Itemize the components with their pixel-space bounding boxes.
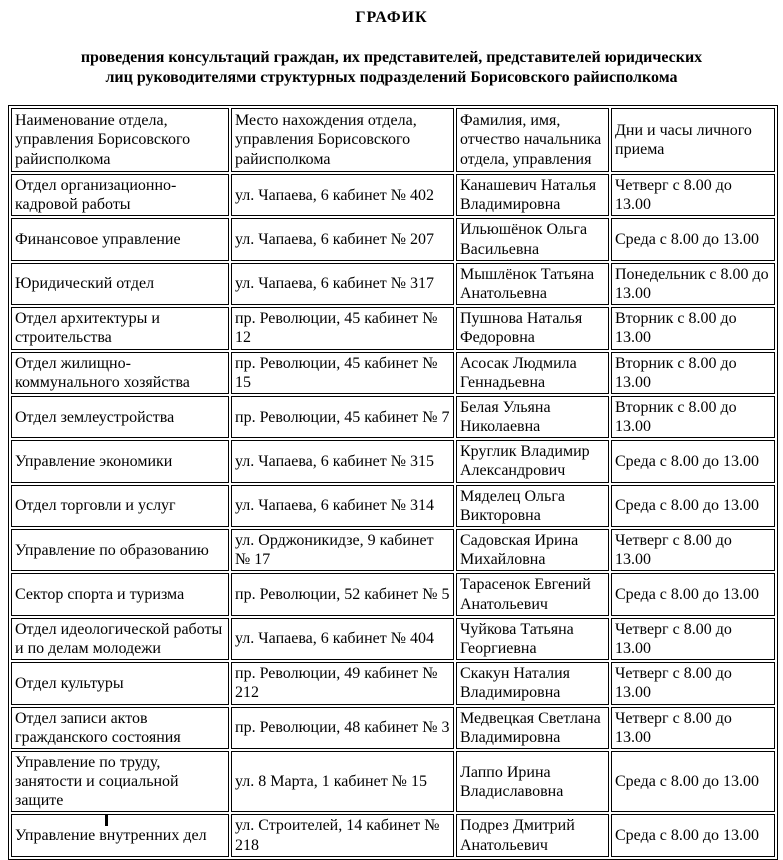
cell-head-name: Садовская Ирина Михайловна [456,529,609,571]
cell-department-name: Отдел жилищно-коммунального хозяйства [11,352,229,394]
text-cursor [105,815,108,826]
cell-reception-hours: Четверг с 8.00 до 13.00 [611,662,775,704]
cell-head-name: Подрез Дмитрий Анатольевич [456,814,609,856]
table-row [11,814,775,856]
cell-head-name: Лаппо Ирина Владиславовна [456,751,609,813]
subtitle-line-2: лиц руководителями структурных подразделений Борисовского райисполкома [105,68,678,86]
cell-location: ул. Чапаева, 6 кабинет № 402 [231,174,454,216]
cell-head-name: Пушнова Наталья Федоровна [456,307,609,349]
cell-reception-hours: Понедельник с 8.00 до 13.00 [611,263,775,305]
table-row [11,174,775,216]
table-row [11,529,775,571]
cell-head-name: Медвецкая Светлана Владимировна [456,707,609,749]
table-header [11,108,775,172]
document-subtitle [42,48,742,87]
table-row [11,751,775,813]
cell-location: пр. Революции, 48 кабинет № 3 [231,707,454,749]
cell-location: пр. Революции, 49 кабинет № 212 [231,662,454,704]
cell-location: пр. Революции, 45 кабинет № 15 [231,352,454,394]
table-row [11,218,775,260]
cell-location: ул. Чапаева, 6 кабинет № 404 [231,618,454,660]
cell-department-name: Управление экономики [11,440,229,482]
cell-reception-hours: Четверг с 8.00 до 13.00 [611,707,775,749]
cell-location: ул. Чапаева, 6 кабинет № 317 [231,263,454,305]
cell-head-name: Мышлёнок Татьяна Анатольевна [456,263,609,305]
cell-head-name: Канашевич Наталья Владимировна [456,174,609,216]
table-header-row [11,108,775,172]
cell-department-name: Финансовое управление [11,218,229,260]
cell-reception-hours: Вторник с 8.00 до 13.00 [611,352,775,394]
table-row [11,618,775,660]
cell-head-name: Ильюшёнок Ольга Васильевна [456,218,609,260]
cell-reception-hours: Четверг с 8.00 до 13.00 [611,174,775,216]
cell-location: пр. Революции, 52 кабинет № 5 [231,573,454,615]
cell-location: ул. Орджоникидзе, 9 кабинет № 17 [231,529,454,571]
cell-department-name: Управление по труду, занятости и социальной защите [11,751,229,813]
cell-department-name: Управление внутренних дел [11,814,229,856]
cell-reception-hours: Вторник с 8.00 до 13.00 [611,307,775,349]
cell-department-name: Отдел культуры [11,662,229,704]
header-cell-location: Место нахождения отдела, управления Борисовского райисполкома [231,108,454,172]
cell-location: ул. Чапаева, 6 кабинет № 314 [231,485,454,527]
header-cell-department-name: Наименование отдела, управления Борисовского райисполкома [11,108,229,172]
table-row [11,396,775,438]
cell-department-name: Отдел организационно-кадровой работы [11,174,229,216]
cell-reception-hours: Среда с 8.00 до 13.00 [611,573,775,615]
cell-location: ул. 8 Марта, 1 кабинет № 15 [231,751,454,813]
cell-head-name: Асосак Людмила Геннадьевна [456,352,609,394]
cell-head-name: Белая Ульяна Николаевна [456,396,609,438]
cell-department-name: Отдел записи актов гражданского состояния [11,707,229,749]
cell-reception-hours: Четверг с 8.00 до 13.00 [611,618,775,660]
cell-location: ул. Чапаева, 6 кабинет № 315 [231,440,454,482]
table-row [11,573,775,615]
subtitle-line-1: проведения консультаций граждан, их представителей, представителей юридических [80,49,703,66]
document-page [0,9,783,860]
cell-head-name: Круглик Владимир Александрович [456,440,609,482]
table-row [11,485,775,527]
table-row [11,263,775,305]
cell-reception-hours: Четверг с 8.00 до 13.00 [611,529,775,571]
cell-reception-hours: Среда с 8.00 до 13.00 [611,485,775,527]
cell-location: ул. Строителей, 14 кабинет № 218 [231,814,454,856]
cell-department-name: Управление по образованию [11,529,229,571]
cell-reception-hours: Среда с 8.00 до 13.00 [611,440,775,482]
cell-head-name: Чуйкова Татьяна Георгиевна [456,618,609,660]
cell-reception-hours: Вторник с 8.00 до 13.00 [611,396,775,438]
cell-department-name: Отдел архитектуры и строительства [11,307,229,349]
cell-department-name: Юридический отдел [11,263,229,305]
cell-location: ул. Чапаева, 6 кабинет № 207 [231,218,454,260]
cell-location: пр. Революции, 45 кабинет № 7 [231,396,454,438]
cell-reception-hours: Среда с 8.00 до 13.00 [611,751,775,813]
table-row [11,307,775,349]
cell-department-name: Отдел торговли и услуг [11,485,229,527]
cell-location: пр. Революции, 45 кабинет № 12 [231,307,454,349]
cell-head-name: Тарасенок Евгений Анатольевич [456,573,609,615]
table-row [11,352,775,394]
table-row [11,662,775,704]
document-title: ГРАФИК [355,9,428,26]
table-row [11,707,775,749]
header-cell-reception-hours: Дни и часы личного приема [611,108,775,172]
schedule-table [8,105,778,860]
cell-department-name: Сектор спорта и туризма [11,573,229,615]
cell-head-name: Скакун Наталия Владимировна [456,662,609,704]
cell-reception-hours: Среда с 8.00 до 13.00 [611,218,775,260]
table-body [11,174,775,857]
header-cell-head-name: Фамилия, имя, отчество начальника отдела, управления [456,108,609,172]
cell-head-name: Мяделец Ольга Викторовна [456,485,609,527]
cell-department-name: Отдел идеологической работы и по делам молодежи [11,618,229,660]
cell-reception-hours: Среда с 8.00 до 13.00 [611,814,775,856]
cell-department-name: Отдел землеустройства [11,396,229,438]
table-row [11,440,775,482]
